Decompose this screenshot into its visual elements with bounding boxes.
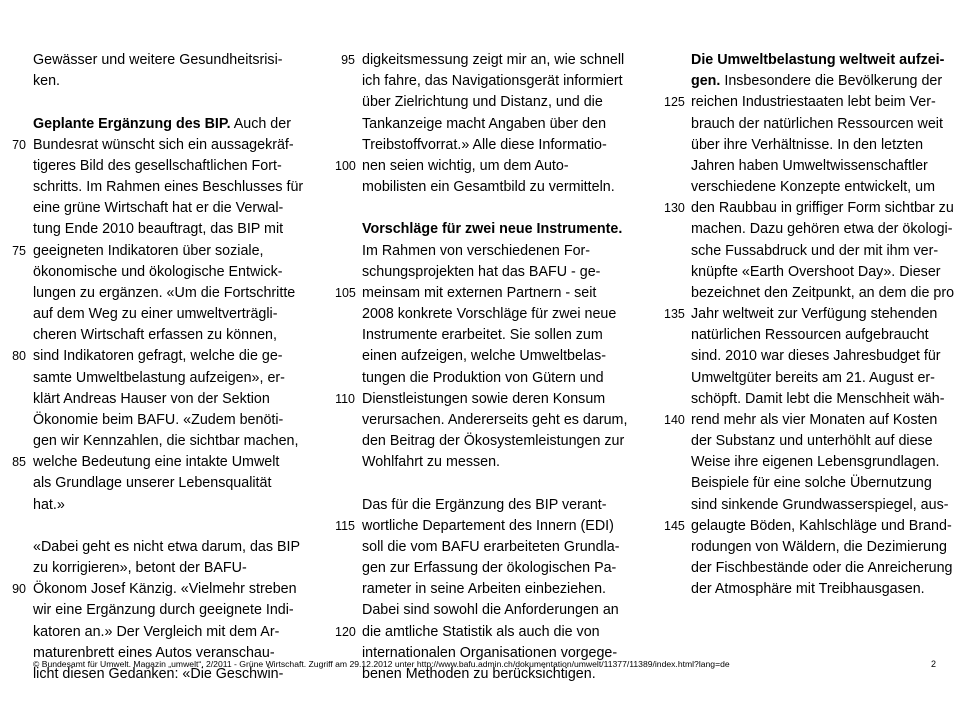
text-line [691,177,953,198]
text-line [362,431,624,452]
body-text: Insbesondere die Bevölkerung der [720,73,943,90]
body-text: rodungen von Wäldern, die Dezimierung [691,538,947,555]
body-text: natürlichen Ressourcen aufgebraucht [691,327,929,344]
body-text: den Beitrag der Ökosystemleistungen zur [362,433,625,450]
body-text: geeigneten Indikatoren über soziale, [33,242,264,259]
line-number: 105 [335,285,356,300]
text-line [691,473,953,494]
body-text: sind sinkende Grundwasserspiegel, aus- [691,496,949,513]
line-number: 100 [335,158,356,173]
body-text: samte Umweltbelastung aufzeigen», er- [33,369,285,386]
text-column-2 [335,50,628,685]
paragraph-gap [33,516,295,537]
text-line [362,537,624,558]
body-text: tungen die Produktion von Gütern und [362,369,604,386]
body-text: hat.» [33,496,65,513]
text-line [664,516,953,537]
body-text: Dienstleistungen sowie deren Konsum [362,390,606,407]
body-text: den Raubbau in griffiger Form sichtbar zu [691,200,954,217]
text-line [691,50,953,71]
text-line [33,600,295,621]
line-number: 115 [335,518,355,533]
body-text: einen aufzeigen, welche Umweltbelas- [362,348,606,365]
text-line [691,537,953,558]
text-line [362,241,624,262]
body-text: Im Rahmen von verschiedenen For- [362,242,591,259]
text-line [691,558,953,579]
body-text: tigeres Bild des gesellschaftlichen Fort- [33,157,282,174]
body-text: maturenbrett eines Autos veranschau- [33,644,275,661]
text-line [362,452,624,473]
body-text: auf dem Weg zu einer umweltverträgli- [33,306,278,323]
text-line [33,368,295,389]
text-line [33,431,299,452]
body-text: gen wir Kennzahlen, die sichtbar machen, [33,433,299,450]
body-text: reichen Industriestaaten lebt beim Ver- [691,94,936,111]
body-text: ich fahre, das Navigationsgerät informiert [362,73,623,90]
line-number: 90 [12,582,26,597]
text-line [33,114,295,135]
body-text: internationalen Organisationen vorgege- [362,644,618,661]
text-column-1 [12,50,304,685]
body-text: schöpft. Damit lebt die Menschheit wäh- [691,390,945,407]
body-text: soll die vom BAFU erarbeiteten Grundla- [362,538,620,555]
text-line [33,558,295,579]
text-line [691,325,953,346]
body-text: rameter in seine Arbeiten einbeziehen. [362,581,606,598]
line-number: 95 [341,53,355,67]
text-line [691,431,953,452]
text-line [362,579,624,600]
line-number: 130 [664,201,685,216]
text-line [33,283,295,304]
body-text: bezeichnet den Zeitpunkt, an dem die pro [691,284,955,301]
text-line [691,71,953,92]
body-text: licht diesen Gedanken: «Die Geschwin- [33,665,284,682]
paragraph-gap [362,198,624,219]
body-text: 2008 konkrete Vorschläge für zwei neue [362,306,617,323]
body-text: sind Indikatoren gefragt, welche die ge- [33,348,283,365]
line-number: 80 [12,349,26,364]
text-line [33,262,295,283]
body-text: «Dabei geht es nicht etwa darum, das BIP [33,538,301,555]
body-text: tung Ende 2010 beauftragt, das BIP mit [33,221,284,238]
text-line [691,241,953,262]
text-line [33,389,295,410]
text-line [691,368,953,389]
body-text: Ökonom Josef Känzig. «Vielmehr streben [33,581,297,598]
body-text: der Substanz und unterhöhlt auf diese [691,433,933,450]
text-line [691,346,953,367]
text-line [33,622,295,643]
body-text: welche Bedeutung eine intakte Umwelt [33,454,280,471]
line-number: 135 [664,307,685,322]
text-line [33,304,295,325]
body-text: Dabei sind sowohl die Anforderungen an [362,602,619,619]
text-line [335,389,624,410]
body-text: Treibstoffvorrat.» Alle diese Informatio- [362,136,607,153]
text-line [691,156,953,177]
text-line [33,473,295,494]
text-line [691,219,953,240]
footer-citation: © Bundesamt für Umwelt. Magazin „umwelt“, 2/2011 - Grüne Wirtschaft. Zugriff am 29.12.2012 unter http://www.bafu.admin.ch/dokumentation/umwelt/11377/11389/index.html?lang=de [33,659,730,669]
text-line [691,389,953,410]
text-line [33,198,295,219]
text-line [12,579,297,600]
body-text: schritts. Im Rahmen eines Beschlusses für [33,179,304,196]
text-line [33,219,295,240]
body-text: Umweltgüter bereits am 21. August er- [691,369,935,386]
body-text: als Grundlage unserer Lebensqualität [33,475,272,492]
body-text: brauch der natürlichen Ressourcen weit [691,115,943,132]
body-text: sind. 2010 war dieses Jahresbudget für [691,348,941,365]
line-number: 75 [12,243,26,258]
text-line [33,50,295,71]
body-text: Gewässer und weitere Gesundheitsrisi- [33,52,283,68]
body-text: nen seien wichtig, um dem Auto- [362,157,569,174]
body-text: klärt Andreas Hauser von der Sektion [33,390,270,407]
body-text: sche Fussabdruck und der mit ihm ver- [691,242,939,259]
text-line [362,71,624,92]
body-text: verschiedene Konzepte entwickelt, um [691,179,935,196]
body-text: gen zur Erfassung der ökologischen Pa- [362,560,617,577]
body-text: meinsam mit externen Partnern - seit [362,284,597,301]
line-number: 125 [664,95,685,110]
text-line [33,410,295,431]
text-line [362,262,624,283]
text-line [33,495,295,516]
text-line [691,452,953,473]
body-text: Das für die Ergänzung des BIP verant- [362,496,607,513]
text-line [12,346,295,367]
text-line [335,516,624,537]
body-text: zu korrigieren», betont der BAFU- [33,560,247,577]
text-line [12,241,295,262]
body-text: Jahr weltweit zur Verfügung stehenden [691,306,938,323]
text-line [362,177,624,198]
text-line [33,325,295,346]
body-text: Wohlfahrt zu messen. [362,454,500,471]
page-number: 2 [931,659,937,669]
body-text: schungsprojekten hat das BAFU - ge- [362,263,601,280]
text-line [362,600,624,621]
body-text: katoren an.» Der Vergleich mit dem Ar- [33,623,280,640]
body-text: verursachen. Andererseits geht es darum, [362,411,628,428]
text-line [362,219,624,240]
text-line [335,156,624,177]
body-text: Auch der [230,115,291,132]
body-text: Jahren haben Umweltwissenschaftler [691,157,928,174]
body-text: ökonomische und ökologische Entwick- [33,263,283,280]
text-line [12,135,295,156]
text-line [362,558,624,579]
section-heading: Vorschläge für zwei neue Instrumente. [362,221,623,238]
text-line [664,304,953,325]
text-line [362,114,624,135]
line-number: 120 [335,624,356,639]
text-line [664,198,954,219]
body-text: rend mehr als vier Monaten auf Kosten [691,411,938,428]
line-number: 70 [12,137,26,152]
text-line [33,156,295,177]
body-text: lungen zu ergänzen. «Um die Fortschritte [33,284,296,301]
body-text: mobilisten ein Gesamtbild zu vermitteln. [362,179,615,196]
body-text: Beispiele für eine solche Übernutzung [691,475,932,492]
text-line [362,135,624,156]
body-text: benen Methoden zu berücksichtigen. [362,665,596,682]
body-text: Ökonomie beim BAFU. «Zudem benöti- [33,411,284,428]
paragraph-gap [362,473,624,494]
text-line [362,304,624,325]
text-line [362,410,628,431]
text-line [341,50,625,71]
body-text: Weise ihre eigenen Lebensgrundlagen. [691,454,940,471]
text-column-3 [664,50,955,600]
text-line [335,622,624,643]
body-text: der Atmosphäre mit Treibhausgasen. [691,581,925,598]
body-text: cheren Wirtschaft erfassen zu können, [33,327,277,344]
section-heading: Geplante Ergänzung des BIP. [33,115,231,132]
body-text: der Fischbestände oder die Anreicherung [691,560,953,577]
text-line [33,177,304,198]
text-line [691,135,953,156]
text-line [691,579,953,600]
text-line [362,495,624,516]
section-heading: gen. [691,73,721,90]
line-number: 110 [335,391,355,406]
text-line [33,71,295,92]
line-number: 85 [12,455,26,470]
body-text: gelaugte Böden, Kahlschläge und Brand- [691,517,952,534]
line-number: 140 [664,412,685,427]
paragraph-gap [33,92,295,113]
text-line [691,114,953,135]
text-line [664,92,953,113]
text-line [12,452,295,473]
text-line [691,262,953,283]
body-text: die amtliche Statistik als auch die von [362,623,600,640]
text-line [691,495,953,516]
body-text: wir eine Ergänzung durch geeignete Indi- [33,602,294,619]
text-line [335,283,624,304]
body-text: ken. [33,73,61,90]
body-text: über ihre Verhältnisse. In den letzten [691,136,924,153]
text-line [33,537,301,558]
text-line [691,283,953,304]
text-line [362,368,624,389]
body-text: Bundesrat wünscht sich ein aussagekräf- [33,136,294,153]
section-heading: Die Umweltbelastung weltweit aufzei- [691,52,945,68]
body-text: Tankanzeige macht Angaben über den [362,115,607,132]
body-text: wortliche Departement des Innern (EDI) [362,517,614,534]
body-text: digkeitsmessung zeigt mir an, wie schnell [362,52,625,68]
body-text: knüpfte «Earth Overshoot Day». Dieser [691,263,941,280]
text-line [362,325,624,346]
body-text: Instrumente erarbeitet. Sie sollen zum [362,327,603,344]
text-line [664,410,953,431]
text-line [362,346,624,367]
body-text: eine grüne Wirtschaft hat er die Verwal- [33,200,284,217]
body-text: machen. Dazu gehören etwa der ökologi- [691,221,953,238]
body-text: über Zielrichtung und Distanz, und die [362,94,603,111]
text-line [362,92,624,113]
line-number: 145 [664,518,685,533]
